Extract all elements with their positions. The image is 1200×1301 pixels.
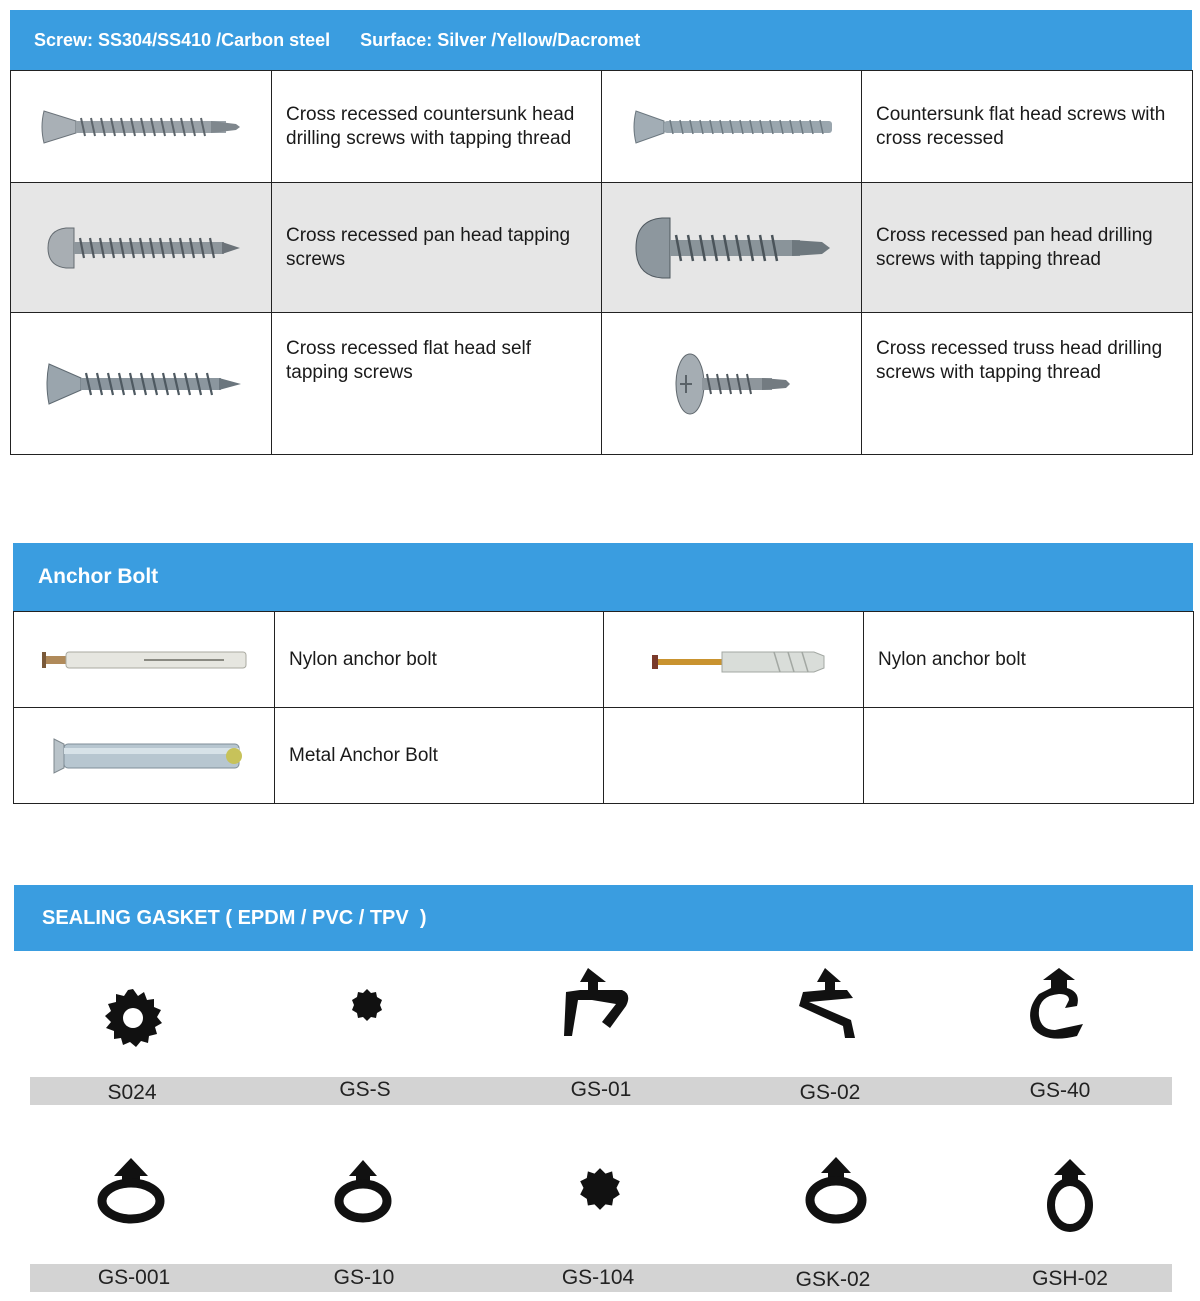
gasket-section-header <box>14 885 1193 951</box>
truss-head-drilling-screw-image <box>602 313 862 455</box>
screw-label: Cross recessed truss head drilling screws with tapping thread <box>862 313 1193 455</box>
gear-gasket-icon <box>33 978 233 1058</box>
screw-label: Cross recessed flat head self tapping screws <box>272 313 602 455</box>
nylon-anchor-bolt-image <box>14 612 275 708</box>
curl-gasket-icon <box>960 966 1160 1044</box>
gasket-code-label: GSK-02 <box>795 1268 871 1291</box>
hook-gasket-icon <box>498 966 698 1040</box>
tall-ring-gasket-icon <box>970 1157 1170 1233</box>
pan-head-drilling-screw-image <box>602 183 862 313</box>
screw-label: Cross recessed pan head tapping screws <box>272 183 602 313</box>
empty-cell <box>604 708 864 804</box>
nylon-anchor-bolt-image <box>604 612 864 708</box>
countersunk-flat-screw-image <box>602 71 862 183</box>
gasket-code-label: GS-40 <box>1029 1079 1091 1102</box>
screw-table <box>10 70 1193 455</box>
flat-head-self-tapping-screw-image <box>11 313 272 455</box>
ring-gasket-icon <box>736 1155 936 1225</box>
small-gear-gasket-icon <box>267 988 467 1022</box>
table-row <box>11 71 1193 183</box>
screw-material-text: Screw: SS304/SS410 /Carbon steel <box>34 29 331 50</box>
gasket-code-label: GS-01 <box>570 1078 632 1101</box>
pan-head-tapping-screw-image <box>11 183 272 313</box>
table-row <box>14 708 1194 804</box>
gasket-code-label: GSH-02 <box>1032 1267 1108 1290</box>
screw-label: Cross recessed pan head drilling screws with tapping thread <box>862 183 1193 313</box>
ring-gasket-icon <box>31 1156 231 1226</box>
gasket-section-title: SEALING GASKET ( EPDM / PVC / TPV ) <box>42 906 427 929</box>
table-row <box>11 313 1193 455</box>
metal-anchor-bolt-image <box>14 708 275 804</box>
screw-label: Countersunk flat head screws with cross recessed <box>862 71 1193 183</box>
countersunk-drilling-screw-image <box>11 71 272 183</box>
gasket-code-label: GS-104 <box>561 1266 635 1289</box>
table-row <box>11 183 1193 313</box>
gasket-code-label: GS-02 <box>799 1081 861 1104</box>
gasket-code-label: GS-10 <box>333 1266 395 1289</box>
screw-section-header <box>10 10 1192 70</box>
screw-surface-text: Surface: Silver /Yellow/Dacromet <box>360 29 641 50</box>
anchor-label: Nylon anchor bolt <box>275 612 604 708</box>
anchor-section-header <box>13 543 1193 611</box>
screw-label: Cross recessed countersunk head drilling screws with tapping thread <box>272 71 602 183</box>
small-gear-gasket-icon <box>500 1167 700 1211</box>
anchor-section-title: Anchor Bolt <box>38 565 159 588</box>
gasket-code-label: GS-001 <box>97 1266 171 1289</box>
anchor-label: Nylon anchor bolt <box>864 612 1194 708</box>
empty-cell <box>864 708 1194 804</box>
anchor-table <box>13 611 1194 804</box>
ring-gasket-icon <box>263 1158 463 1224</box>
gasket-code-label: S024 <box>107 1081 157 1104</box>
gasket-code-label: GS-S <box>339 1078 391 1101</box>
table-row <box>14 612 1194 708</box>
z-hook-gasket-icon <box>730 966 930 1040</box>
anchor-label: Metal Anchor Bolt <box>275 708 604 804</box>
